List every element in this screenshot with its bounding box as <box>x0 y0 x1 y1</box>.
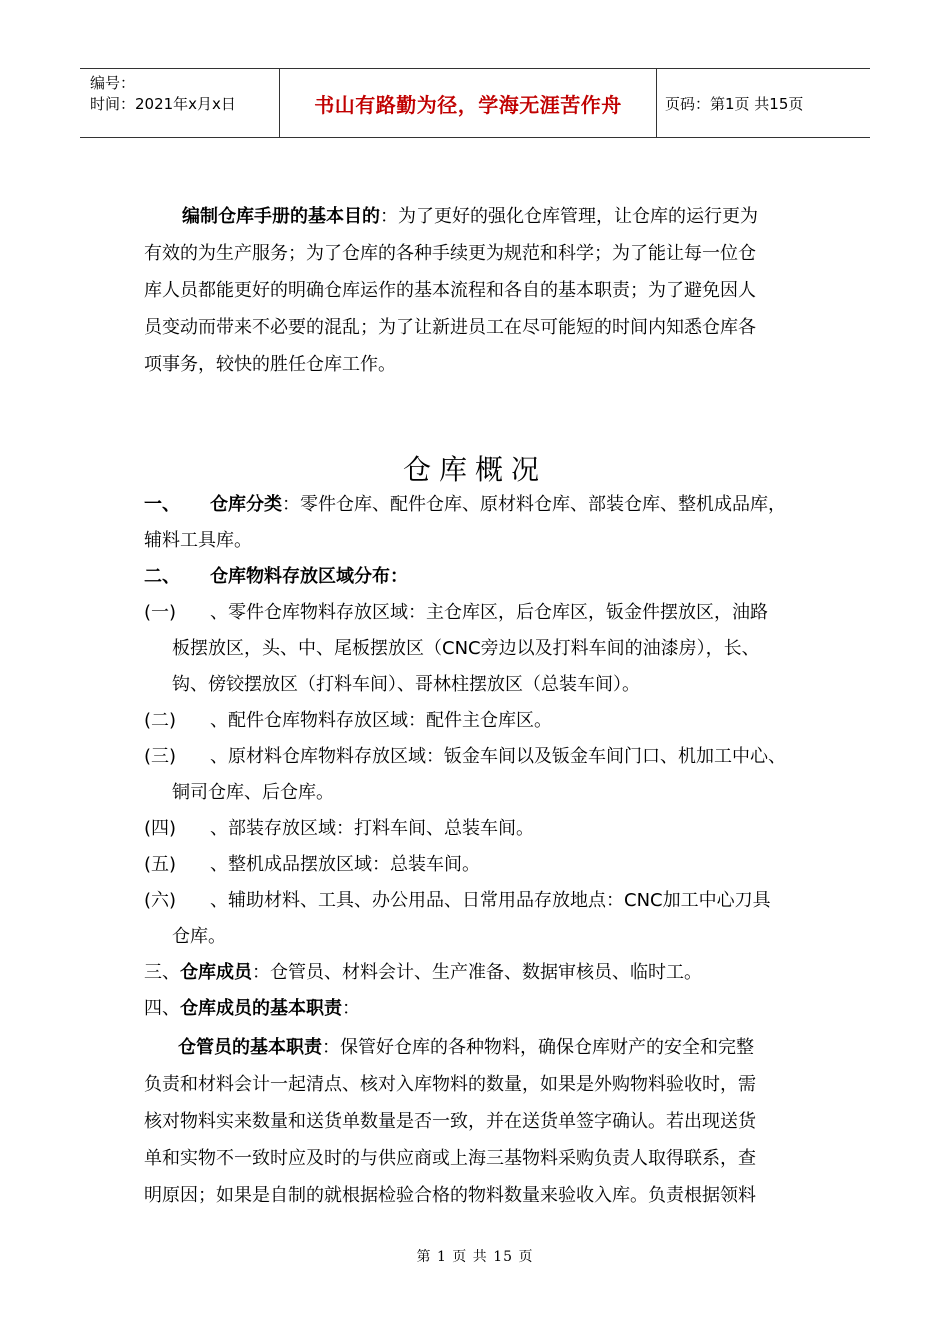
duty-line: 单和实物不一致时应及时的与供应商或上海三基物料采购负责人取得联系，查 <box>144 1148 756 1169</box>
intro-paragraph <box>144 198 814 383</box>
list-item-cont: 板摆放区，头、中、尾板摆放区（CNC旁边以及打料车间的油漆房），长、 <box>172 638 760 659</box>
list-item: (一) 、零件仓库物料存放区域：主仓库区，后仓库区，钣金件摆放区，油路 <box>144 602 768 623</box>
motto: 书山有路勤为径，学海无涯苦作舟 <box>280 69 657 137</box>
duty-paragraph <box>144 1029 814 1214</box>
duty-line: 负责和材料会计一起清点、核对入库物料的数量，如果是外购物料验收时，需 <box>144 1074 756 1095</box>
duty-bold-lead: 仓管员的基本职责 <box>178 1037 322 1058</box>
page-info: 页码：第1页 共15页 <box>665 94 804 113</box>
intro-bold-lead: 编制仓库手册的基本目的 <box>182 206 380 227</box>
list-item: (四) 、部装存放区域：打料车间、总装车间。 <box>144 818 534 839</box>
intro-line: 员变动而带来不必要的混乱；为了让新进员工在尽可能短的时间内知悉仓库各 <box>144 317 756 338</box>
duty-line: 仓管员的基本职责：保管好仓库的各种物料，确保仓库财产的安全和完整 <box>178 1037 754 1058</box>
intro-line: 项事务，较快的胜任仓库工作。 <box>144 354 396 375</box>
page-header <box>80 68 870 138</box>
intro-line: 有效的为生产服务；为了仓库的各种手续更为规范和科学；为了能让每一位仓 <box>144 243 756 264</box>
list-item: (六) 、辅助材料、工具、办公用品、日常用品存放地点：CNC加工中心刀具 <box>144 890 771 911</box>
duty-line: 核对物料实来数量和送货单数量是否一致，并在送货单签字确认。若出现送货 <box>144 1111 756 1132</box>
date-label: 时间：2021年x月x日 <box>90 95 236 113</box>
list-item-cont: 仓库。 <box>172 926 226 947</box>
list-item: (五) 、整机成品摆放区域：总装车间。 <box>144 854 480 875</box>
section-3: 三、仓库成员：仓管员、材料会计、生产准备、数据审核员、临时工。 <box>144 962 702 983</box>
list-item-cont: 铜司仓库、后仓库。 <box>172 782 334 803</box>
section-4: 四、仓库成员的基本职责： <box>144 998 360 1019</box>
header-left-cell <box>80 69 280 137</box>
number-label: 编号： <box>90 74 136 92</box>
intro-line: 编制仓库手册的基本目的：为了更好的强化仓库管理，让仓库的运行更为 <box>182 206 758 227</box>
duty-line: 明原因；如果是自制的就根据检验合格的物料数量来验收入库。负责根据领料 <box>144 1185 756 1206</box>
section-1-cont: 辅料工具库。 <box>144 530 252 551</box>
section-1: 一、 仓库分类：零件仓库、配件仓库、原材料仓库、部装仓库、整机成品库， <box>144 494 786 515</box>
list-item-cont: 钩、傍铰摆放区（打料车间）、哥林柱摆放区（总装车间）。 <box>172 674 640 695</box>
section-2: 二、 仓库物料存放区域分布： <box>144 566 408 587</box>
list-item: (二) 、配件仓库物料存放区域：配件主仓库区。 <box>144 710 552 731</box>
list-item: (三) 、原材料仓库物料存放区域：钣金车间以及钣金车间门口、机加工中心、 <box>144 746 786 767</box>
section-title: 仓库概况 <box>402 453 547 486</box>
intro-line: 库人员都能更好的明确仓库运作的基本流程和各自的基本职责；为了避免因人 <box>144 280 756 301</box>
page-footer: 第 1 页 共 15 页 <box>416 1249 534 1265</box>
